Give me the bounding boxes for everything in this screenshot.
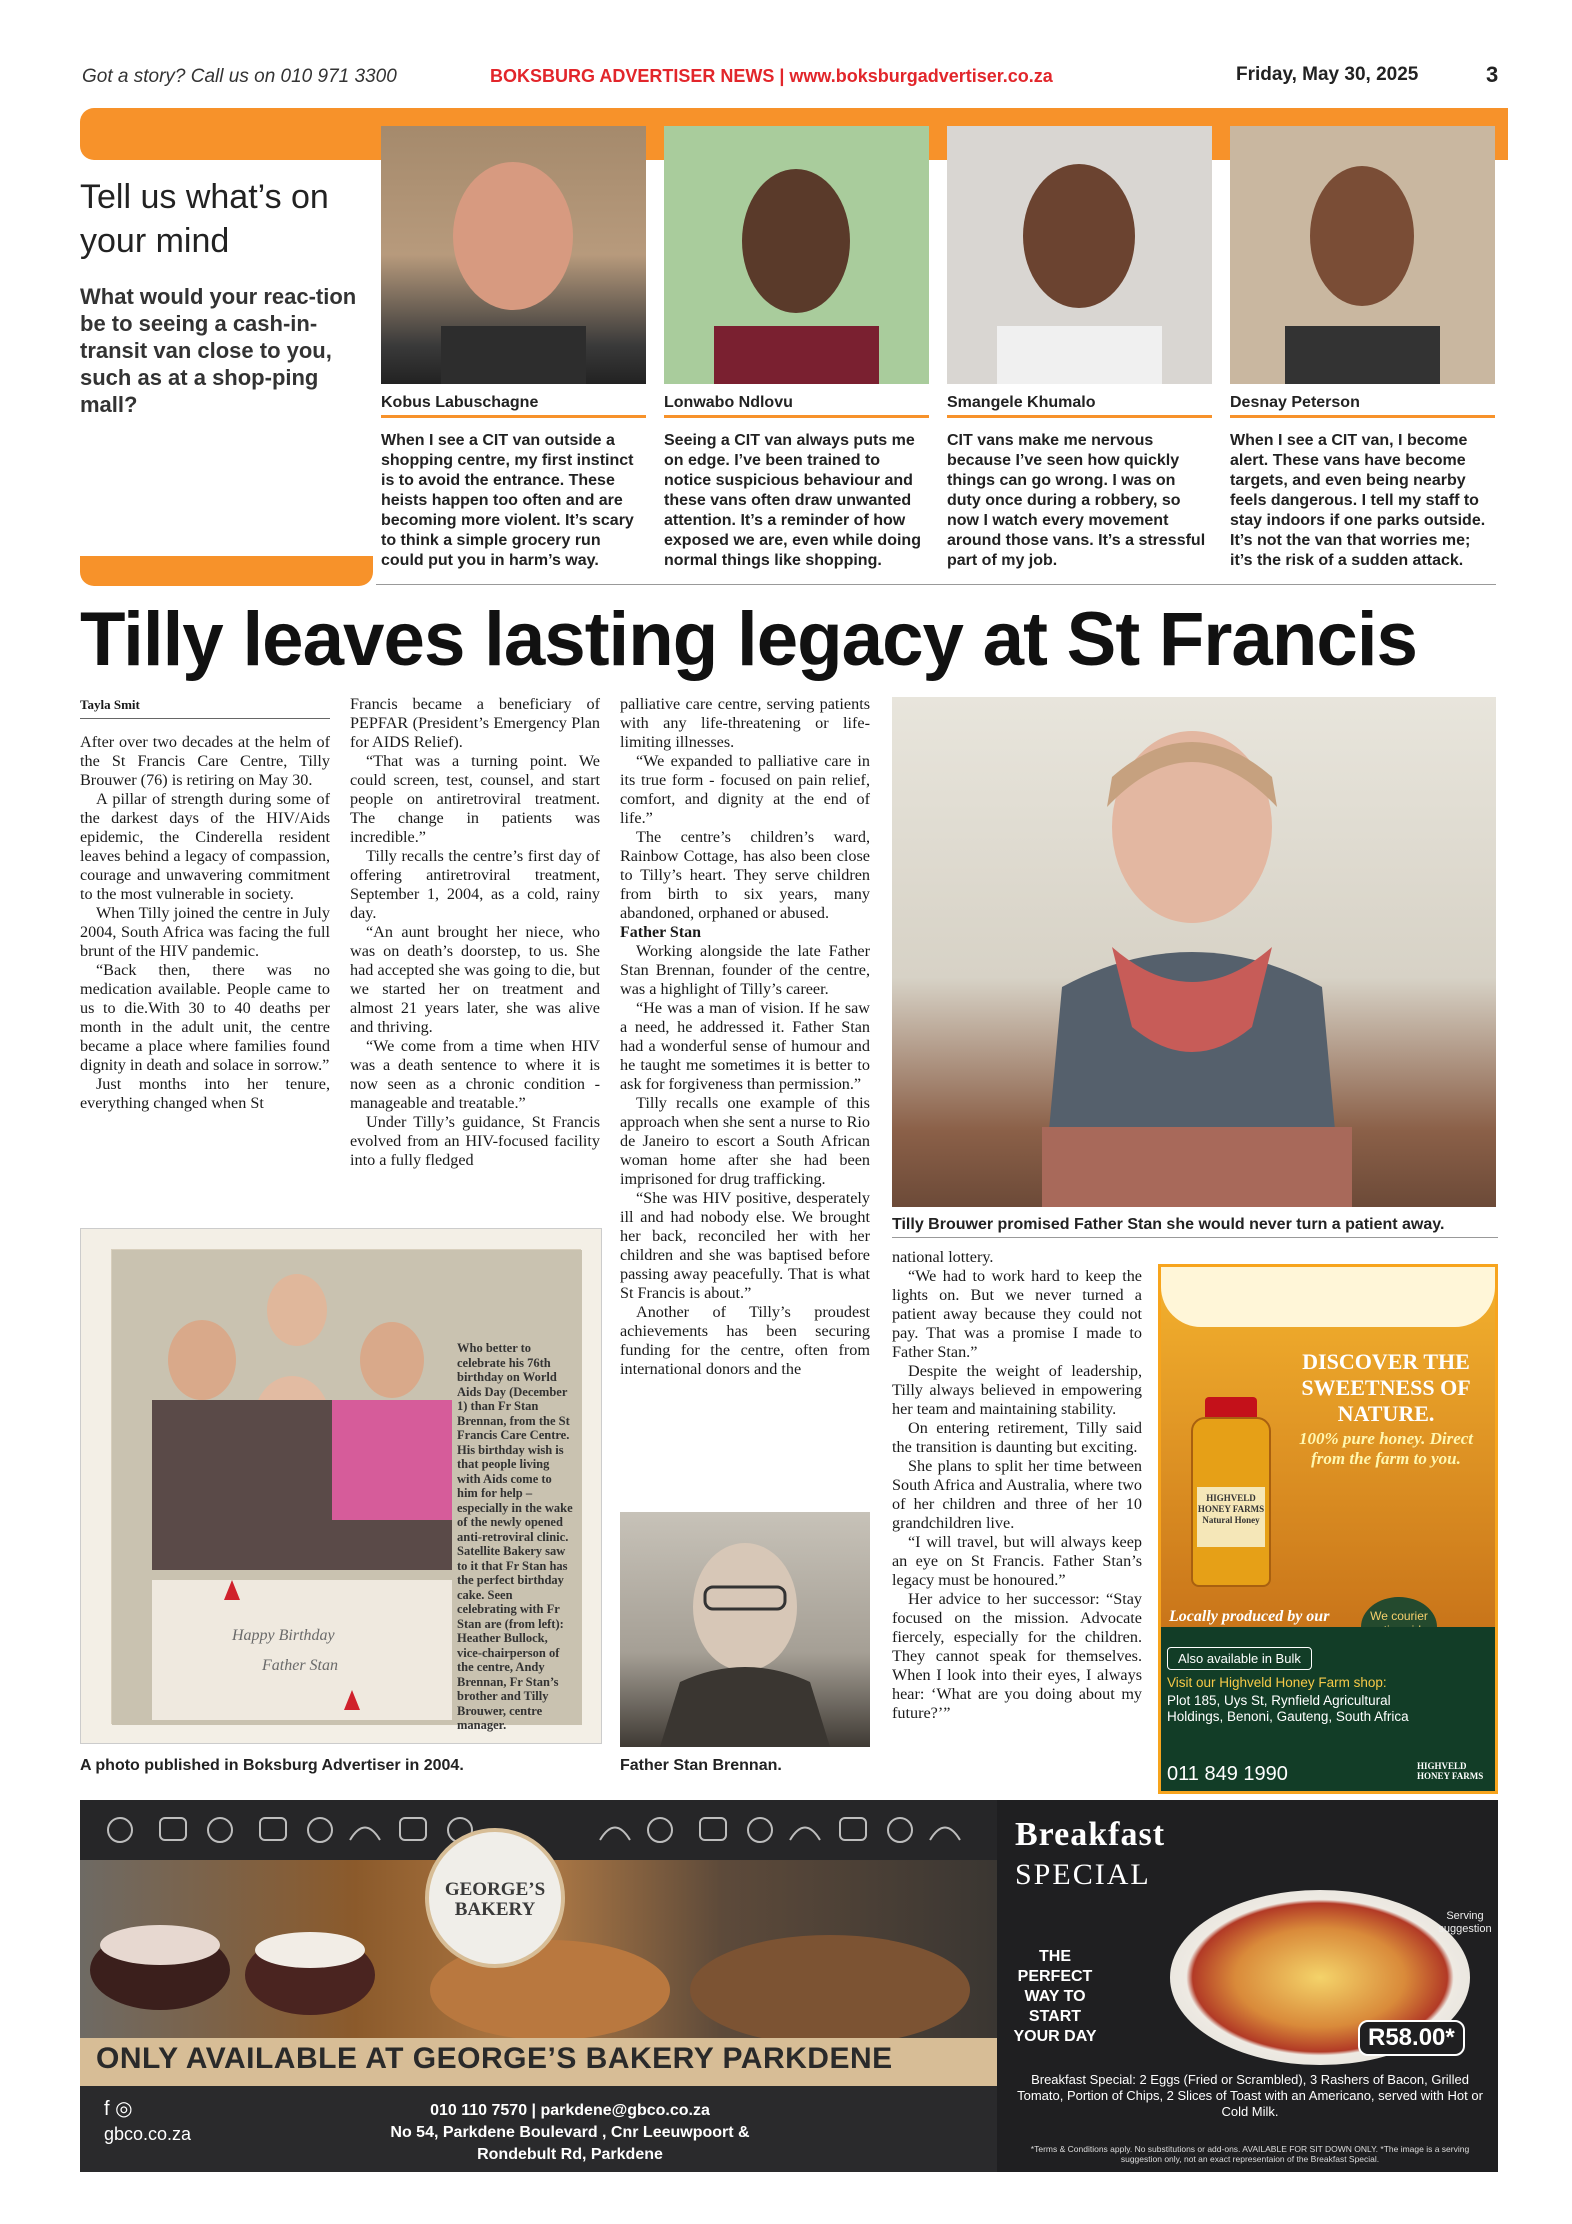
father-stan-photo: [620, 1512, 870, 1747]
section-divider: [376, 584, 1496, 585]
honey-drip-decoration: [1161, 1267, 1495, 1327]
byline-divider: [80, 718, 330, 719]
honey-bulk-badge: Also available in Bulk: [1167, 1647, 1312, 1670]
article-column-1: [80, 733, 330, 1113]
honey-phone[interactable]: 011 849 1990: [1167, 1763, 1288, 1785]
article-paragraph: When Tilly joined the centre in July 2004, South Africa was facing the full brunt of the HIV pandemic.: [80, 904, 330, 960]
byline: Tayla Smit: [80, 697, 140, 712]
person-name: Smangele Khumalo: [947, 394, 1096, 411]
honey-jar-label: HIGHVELD HONEY FARMS Natural Honey: [1197, 1487, 1265, 1547]
issue-date: Friday, May 30, 2025: [1236, 64, 1419, 85]
name-divider: [381, 415, 646, 418]
article-column-2: [350, 695, 600, 1170]
portrait-stan-icon: [620, 1512, 870, 1747]
article-paragraph: Another of Tilly’s proudest achievements has been securing funding for the centre, often from international donors and the: [620, 1303, 870, 1378]
name-divider: [1230, 415, 1495, 418]
article-paragraph: After over two decades at the helm of the St Francis Care Centre, Tilly Brouwer (76) is retiring on May 30.: [80, 733, 330, 789]
name-divider: [947, 415, 1212, 418]
breakfast-special-title: SPECIAL: [1015, 1858, 1151, 1891]
caption-divider: [892, 1237, 1498, 1238]
article-subhead: Father Stan: [620, 924, 702, 941]
honey-visit-line: Visit our Highveld Honey Farm shop:: [1167, 1675, 1387, 1690]
svg-text:Father Stan: Father Stan: [262, 1657, 338, 1674]
person-name: Lonwabo Ndlovu: [664, 394, 793, 411]
person-photo-smangele: [947, 126, 1212, 384]
article-paragraph: A pillar of strength during some of the darkest days of the HIV/Aids epidemic, the Cinderella resident leaves behind a legacy of compassion, courage and unwavering commitment to the most vulnerable in society.: [80, 790, 330, 903]
archive-clipping: [80, 1228, 602, 1744]
breakfast-price: R58.00*: [1358, 2020, 1465, 2056]
bakery-advert[interactable]: [80, 1800, 1498, 2172]
name-divider: [664, 415, 929, 418]
article-headline: Tilly leaves lasting legacy at St Francis: [80, 597, 1417, 682]
social-icons[interactable]: f ◎: [104, 2098, 133, 2120]
article-paragraph: On entering retirement, Tilly said the transition is daunting but exciting.: [892, 1419, 1142, 1456]
bakery-phone-email[interactable]: 010 110 7570 | parkdene@gbco.co.za: [430, 2102, 710, 2119]
bakery-band-text: ONLY AVAILABLE AT GEORGE’S BAKERY PARKDENE: [96, 2042, 893, 2075]
breakfast-terms: *Terms & Conditions apply. No substitutions or add-ons. AVAILABLE FOR SIT DOWN ONLY. *The image is a serving suggestion only, not an exact representaion of the Breakfast Special.: [1030, 2144, 1470, 2164]
article-column-3: [620, 695, 870, 1379]
article-paragraph: “That was a turning point. We could screen, test, counsel, and start people on antiretroviral treatment. The change in patients was incredible.”: [350, 752, 600, 846]
person-photo-lonwabo: [664, 126, 929, 384]
bakery-address: No 54, Parkdene Boulevard , Cnr Leeuwpoort & Rondebult Rd, Parkdene: [390, 2124, 750, 2163]
honey-ad-headline: DISCOVER THE SWEETNESS OF NATURE.: [1301, 1349, 1471, 1426]
serving-suggestion: Serving suggestion: [1438, 1910, 1492, 1935]
article-paragraph: Despite the weight of leadership, Tilly always believed in empowering her team and maintaining stability.: [892, 1362, 1142, 1418]
publication-name[interactable]: BOKSBURG ADVERTISER NEWS | www.boksburgadvertiser.co.za: [490, 66, 1053, 86]
article-paragraph: Just months into her tenure, everything changed when St: [80, 1075, 330, 1112]
bakery-logo-name: GEORGE’S BAKERY: [444, 1879, 546, 1920]
article-paragraph: “He was a man of vision. If he saw a need, he addressed it. Father Stan had a wonderful sense of humour and he taught me sometimes it is better to ask for forgiveness than permission.”: [620, 999, 870, 1093]
vox-pop-question: What would your reac-tion be to seeing a cash-in-transit van close to you, such as at a shop-ping mall?: [80, 284, 357, 417]
honey-ad-subline: 100% pure honey. Direct from the farm to you.: [1298, 1429, 1474, 1468]
vox-pop-title: Tell us what’s on your mind: [80, 178, 329, 260]
article-paragraph: “We had to work hard to keep the lights on. But we never turned a patient away because they could not pay. That was a promise I made to Father Stan.”: [892, 1267, 1142, 1361]
svg-text:Happy Birthday: Happy Birthday: [232, 1627, 335, 1644]
person-photo-kobus: [381, 126, 646, 384]
page-number: 3: [1486, 62, 1499, 87]
honey-brand: HIGHVELD HONEY FARMS: [1417, 1761, 1484, 1781]
portrait-smangele-icon: [947, 126, 1212, 384]
portrait-lonwabo-icon: [664, 126, 929, 384]
person-name: Kobus Labuschagne: [381, 394, 539, 411]
honey-address: Plot 185, Uys St, Rynfield Agricultural Holdings, Benoni, Gauteng, South Africa: [1167, 1693, 1409, 1724]
article-paragraph: national lottery.: [892, 1248, 994, 1266]
article-paragraph: Her advice to her successor: “Stay focused on the mission. Advocate fiercely, especially for the children. They cannot speak for themselves. When I look into their eyes, I always hear: ‘What are you doing about my future?’”: [892, 1590, 1142, 1722]
article-paragraph: “I will travel, but will always keep an eye on St Francis. Father Stan’s legacy must be honoured.”: [892, 1533, 1142, 1589]
honey-advert[interactable]: [1158, 1264, 1498, 1794]
story-line: Got a story? Call us on 010 971 3300: [82, 66, 397, 87]
article-paragraph: Tilly recalls the centre’s first day of offering antiretroviral treatment, September 1, 2004, as a cold, rainy day.: [350, 847, 600, 922]
photo-caption: Father Stan Brennan.: [620, 1757, 782, 1774]
clipping-caption: Who better to celebrate his 76th birthday on World Aids Day (December 1) than Fr Stan Brennan, from the St Francis Care Centre. His birthday wish is that people living with Aids come to him for help – especially in the wake of the newly opened anti-retroviral clinic. Satellite Bakery saw to it that Fr Stan has the perfect birthday cake. Seen celebrating with Fr Stan are (from left): Heather Bullock, vice-chairperson of the centre, Andy Brennan, Fr Stan’s brother and Tilly Brouwer, centre manager.: [457, 1341, 573, 1732]
portrait-desnay-icon: [1230, 126, 1495, 384]
bakery-contact: [360, 2100, 780, 2166]
portrait-kobus-icon: [381, 126, 646, 384]
article-paragraph: Under Tilly’s guidance, St Francis evolved from an HIV-focused facility into a fully fledged: [350, 1113, 600, 1169]
honey-locally-produced: Locally produced by our: [1169, 1608, 1330, 1625]
breakfast-slogan: THE PERFECT WAY TO START YOUR DAY: [1013, 1948, 1097, 2045]
article-paragraph: Working alongside the late Father Stan Brennan, founder of the centre, was a highlight of Tilly’s career.: [620, 942, 870, 998]
article-paragraph: palliative care centre, serving patients with any life-threatening or life-limiting illnesses.: [620, 695, 870, 751]
bakery-website[interactable]: gbco.co.za: [104, 2124, 192, 2144]
article-paragraph: The centre’s children’s ward, Rainbow Cottage, has also been close to Tilly’s heart. They serve children from birth to six years, many abandoned, orphaned or abused.: [620, 828, 870, 922]
photo-caption: Tilly Brouwer promised Father Stan she would never turn a patient away.: [892, 1216, 1445, 1233]
tilly-photo: [892, 697, 1496, 1207]
article-paragraph: She plans to split her time between South Africa and Australia, where two of her children and three of her 10 grandchildren live.: [892, 1457, 1142, 1532]
photo-caption: A photo published in Boksburg Advertiser in 2004.: [80, 1757, 464, 1774]
article-paragraph: “We expanded to palliative care in its true form - focused on pain relief, comfort, and dignity at the end of life.”: [620, 752, 870, 827]
article-paragraph: Tilly recalls one example of this approach when she sent a nurse to Rio de Janeiro to escort a South African woman home after she had been imprisoned for drug trafficking.: [620, 1094, 870, 1188]
honey-courier-badge: We courier: [1361, 1597, 1437, 1657]
breakfast-description: Breakfast Special: 2 Eggs (Fried or Scrambled), 3 Rashers of Bacon, Grilled Tomato, Portion of Chips, 2 Slices of Toast with an Americano, served with Hot or Cold Milk.: [1017, 2072, 1483, 2119]
person-quote: When I see a CIT van, I become alert. These vans have become targets, and even being nearby feels dangerous. I tell my staff to stay indoors if one parks outside. It’s not the van that worries me; it’s the risk of a sudden attack.: [1230, 432, 1486, 569]
article-paragraph: “An aunt brought her niece, who was on death’s doorstep, to us. She had accepted she was going to die, but we started her on treatment and almost 21 years later, she was alive and thriving.: [350, 923, 600, 1036]
article-paragraph: “She was HIV positive, desperately ill and had nobody else. We brought her back, reconciled her with her children and she was baptised before passing away peacefully. That is what St Francis is about.”: [620, 1189, 870, 1302]
person-name: Desnay Peterson: [1230, 394, 1360, 411]
article-column-4: [892, 1248, 1142, 1723]
vox-pop-footer-bar: [80, 556, 373, 586]
article-paragraph: Francis became a beneficiary of PEPFAR (President’s Emergency Plan for AIDS Relief).: [350, 695, 600, 751]
article-paragraph: “Back then, there was no medication available. People came to us to die.With 30 to 40 deaths per month in the adult unit, the centre became a place where families found dignity in death and solace in sorrow.”: [80, 961, 330, 1074]
article-paragraph: “We come from a time when HIV was a death sentence to where it is now seen as a chronic condition - manageable and treatable.”: [350, 1037, 600, 1112]
person-quote: Seeing a CIT van always puts me on edge. I’ve been trained to notice suspicious behaviour and these vans often draw unwanted attention. It’s a reminder of how exposed we are, even while doing normal things like shopping.: [664, 432, 921, 569]
person-photo-desnay: [1230, 126, 1495, 384]
portrait-tilly-icon: [892, 697, 1496, 1207]
breakfast-title: Breakfast: [1015, 1816, 1166, 1853]
person-quote: When I see a CIT van outside a shopping centre, my first instinct is to avoid the entrance. These heists happen too often and are becoming more violent. It’s scary to think a simple grocery run could put you in harm’s way.: [381, 432, 634, 569]
person-quote: CIT vans make me nervous because I’ve seen how quickly things can go wrong. I was on duty once during a robbery, so now I watch every movement around those vans. It’s a stressful part of my job.: [947, 432, 1206, 569]
